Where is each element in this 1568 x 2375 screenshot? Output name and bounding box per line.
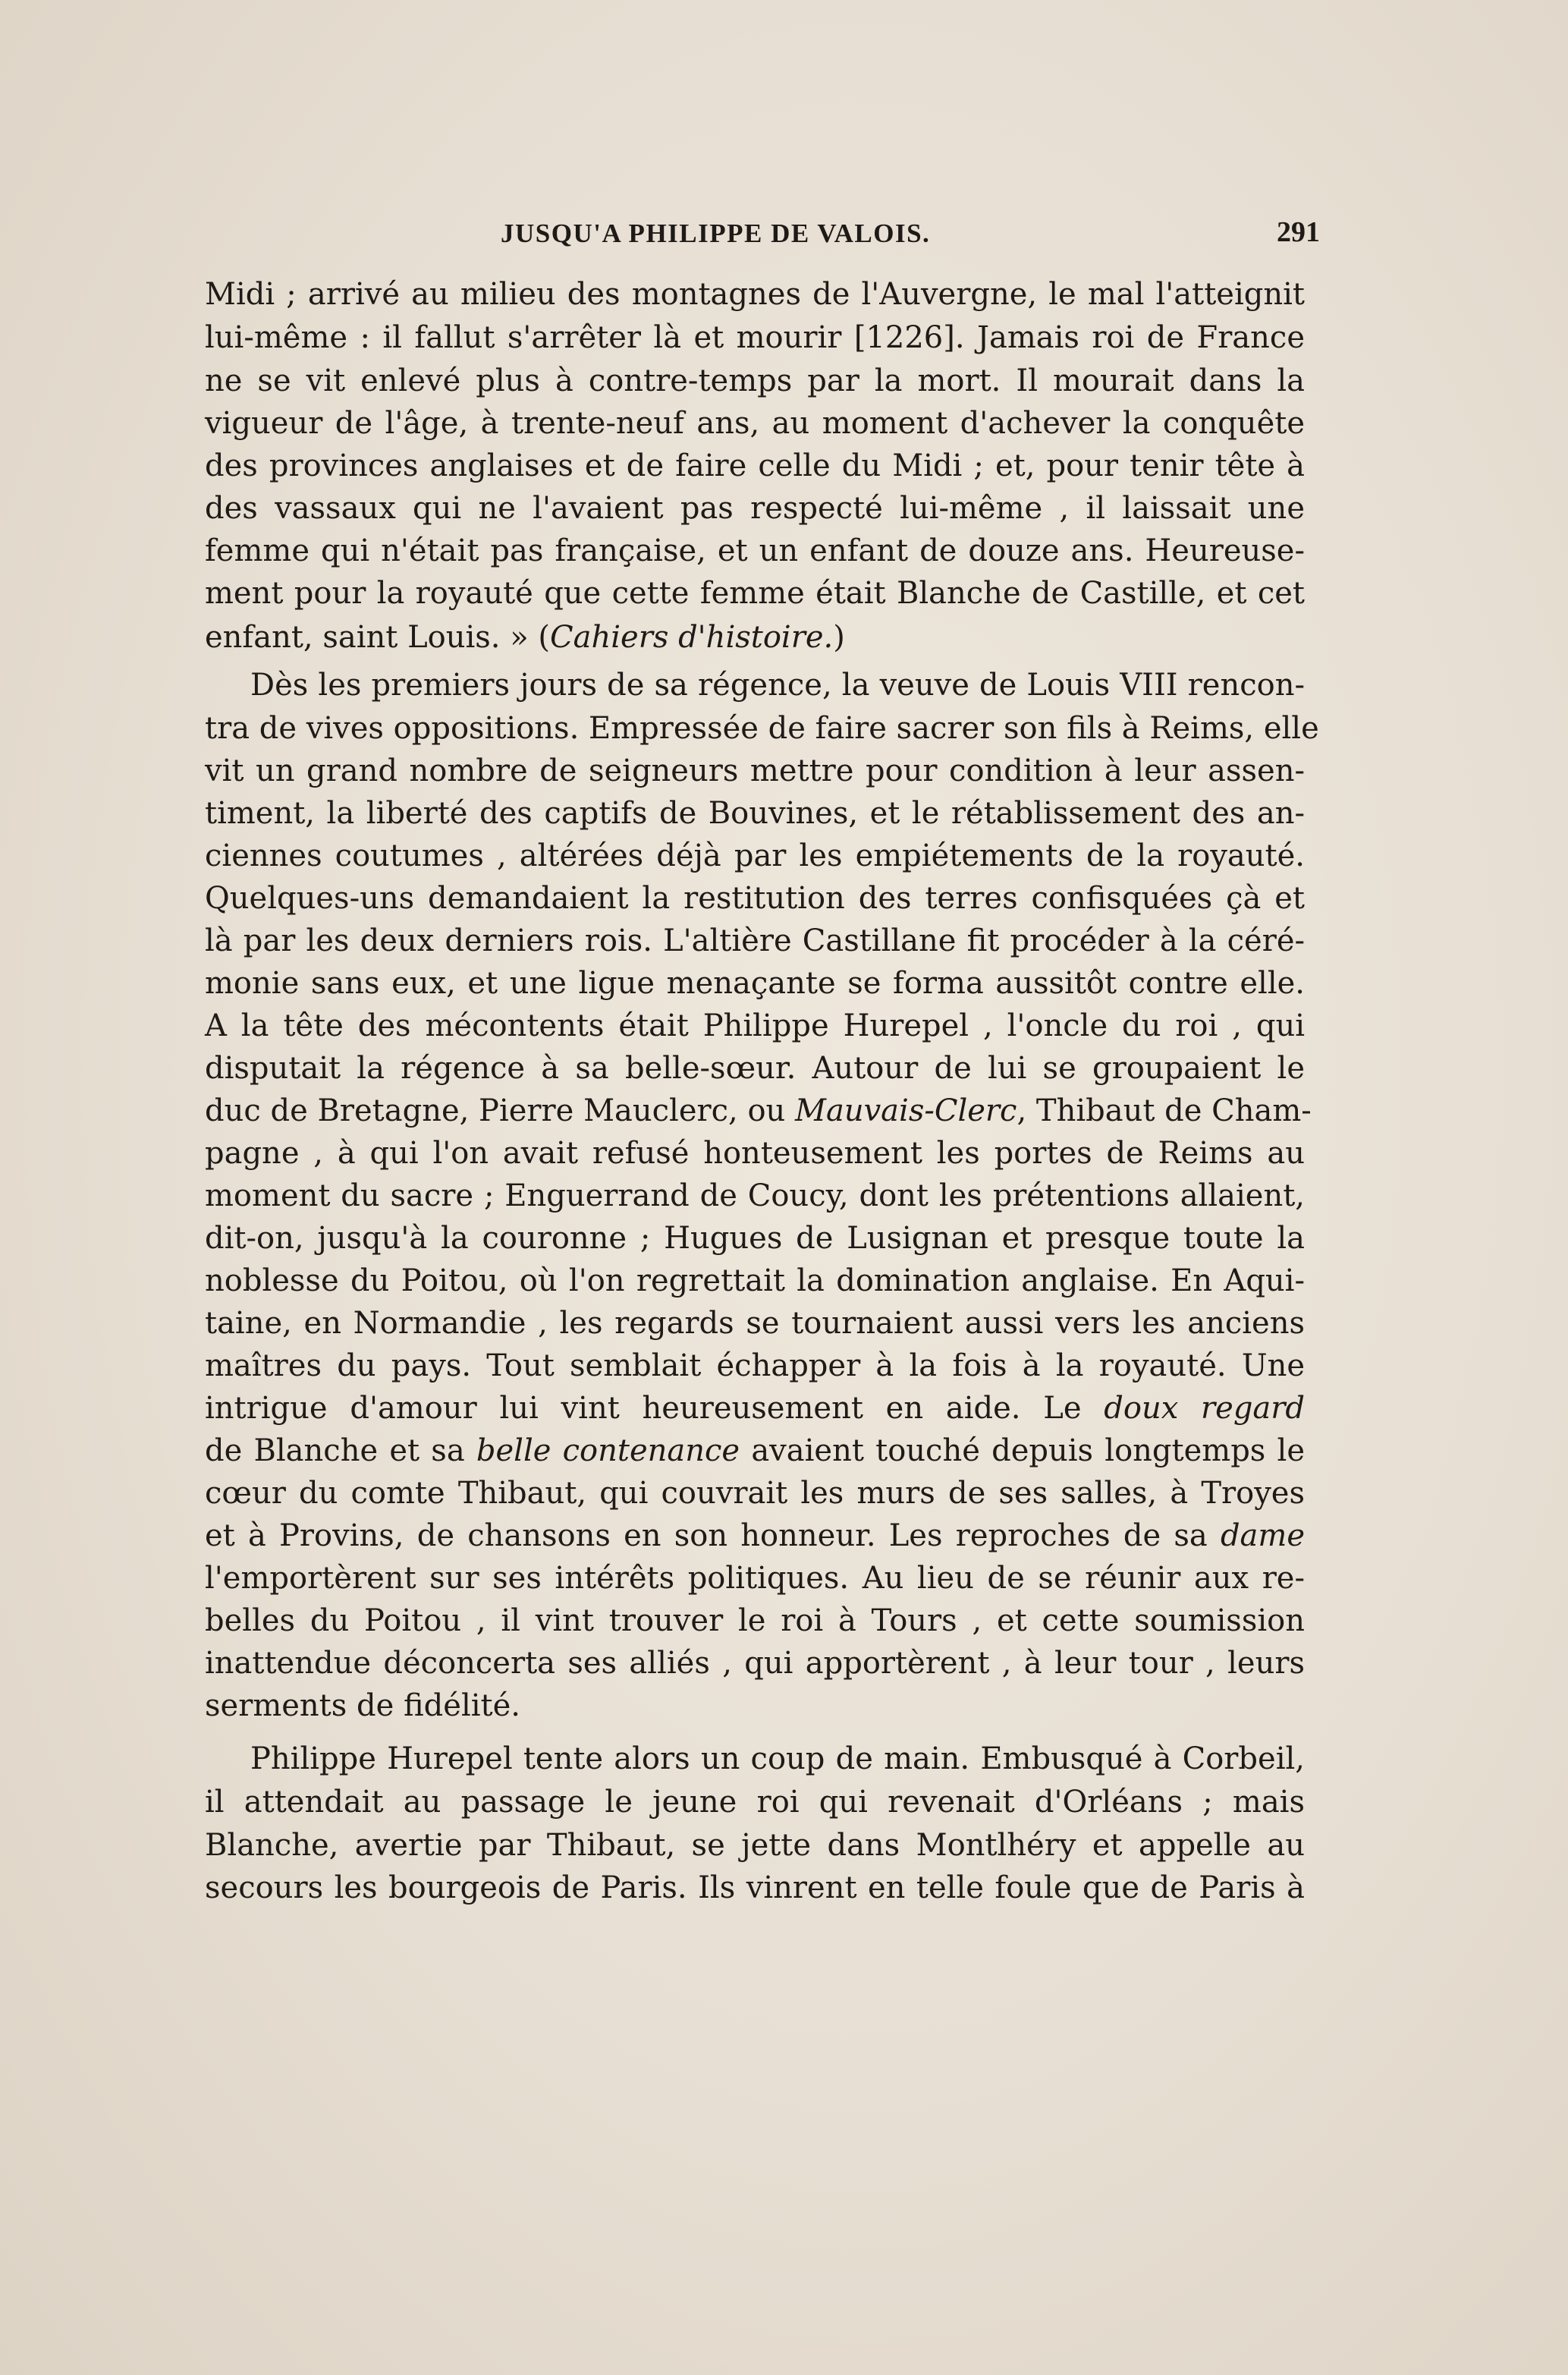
text-segment: Dès les premiers jours de sa régence, la veuve de Louis VIII rencon- [250,668,1305,703]
text-line [205,487,1305,530]
text-line [205,1824,1305,1867]
text-segment: belles du Poitou , il vint trouver le roi à Tours , et cette soumission [205,1603,1305,1638]
text-segment: noblesse du Poitou, où l'on regrettait la domination anglaise. En Aqui- [205,1263,1305,1298]
text-segment: lui-même : il fallut s'arrêter là et mourir [1226]. Jamais roi de France [205,320,1305,355]
text-line [205,1781,1305,1823]
text-line [205,1217,1305,1260]
text-line [205,962,1305,1005]
text-line [205,572,1305,615]
text-line [205,1005,1305,1047]
text-segment: ciennes coutumes , altérées déjà par les empiétements de la royauté. [205,838,1305,873]
text-segment: Blanche, avertie par Thibaut, se jette dans Montlhéry et appelle au [205,1828,1305,1863]
text-line [205,1090,1312,1132]
text-line [205,445,1305,487]
text-segment: A la tête des mécontents était Philippe Hurepel , l'oncle du roi , qui [205,1008,1305,1043]
page-number: 291 [1277,216,1320,248]
italic-text: belle contenance [476,1433,740,1468]
text-segment: tra de vives oppositions. Empressée de faire sacrer son fils à Reims, elle [205,711,1319,746]
text-line [205,1515,1305,1557]
text-line [205,707,1319,750]
text-segment: femme qui n'était pas française, et un enfant de douze ans. Heureuse- [205,533,1305,568]
text-segment: des vassaux qui ne l'avaient pas respecté lui-même , il laissait une [205,491,1305,526]
text-segment: avaient touché depuis longtemps le [740,1433,1306,1468]
text-segment: moment du sacre ; Enguerrand de Coucy, dont les prétentions allaient, [205,1178,1305,1213]
text-segment: et à Provins, de chansons en son honneur. Les reproches de sa [205,1518,1221,1553]
text-line [250,664,1305,706]
text-segment: secours les bourgeois de Paris. Ils vinrent en telle foule que de Paris à [205,1870,1305,1905]
text-line [205,1600,1305,1642]
text-segment: vigueur de l'âge, à trente-neuf ans, au moment d'achever la conquête [205,406,1305,441]
text-line [205,1047,1305,1090]
text-line [250,1738,1305,1780]
text-line [205,1387,1305,1430]
text-line [205,530,1305,572]
italic-text: Cahiers d'histoire. [550,620,834,655]
text-segment: pagne , à qui l'on avait refusé honteusement les portes de Reims au [205,1136,1305,1171]
text-line [205,835,1305,877]
text-line [205,792,1305,835]
text-segment: là par les deux derniers rois. L'altière Castillane fit procéder à la céré- [205,923,1305,958]
text-segment: de Blanche et sa [205,1433,476,1468]
italic-text: dame [1220,1518,1305,1553]
text-segment: ) [833,620,845,655]
text-segment: taine, en Normandie , les regards se tournaient aussi vers les anciens [205,1306,1305,1341]
text-line [205,1175,1305,1217]
text-line [205,402,1305,445]
body-text [205,273,1319,1912]
italic-text: Mauvais-Clerc [795,1093,1017,1128]
text-line [205,273,1305,316]
text-segment: Midi ; arrivé au milieu des montagnes de l'Auvergne, le mal l'atteignit [205,277,1305,312]
text-line [205,1430,1305,1472]
text-line [205,877,1305,920]
text-segment: serments de fidélité. [205,1688,520,1723]
running-head: JUSQU'A PHILIPPE DE VALOIS. [501,219,931,248]
text-segment: monie sans eux, et une ligue menaçante se forma aussitôt contre elle. [205,966,1305,1001]
text-line [205,1260,1305,1302]
text-line [205,1472,1305,1515]
text-line [205,1132,1305,1175]
text-segment: Quelques-uns demandaient la restitution des terres confisquées çà et [205,881,1305,916]
text-segment: vit un grand nombre de seigneurs mettre pour condition à leur assen- [205,753,1305,788]
text-line [205,1302,1305,1345]
text-segment: enfant, saint Louis. » ( [205,620,551,655]
text-line [205,360,1305,402]
text-segment: Philippe Hurepel tente alors un coup de main. Embusqué à Corbeil, [250,1741,1305,1776]
text-segment: disputait la régence à sa belle-sœur. Autour de lui se groupaient le [205,1051,1305,1086]
text-segment: l'emportèrent sur ses intérêts politiques. Au lieu de se réunir aux re- [205,1561,1305,1596]
text-segment: il attendait au passage le jeune roi qui revenait d'Orléans ; mais [205,1785,1305,1820]
text-line [205,316,1305,359]
text-segment: ment pour la royauté que cette femme était Blanche de Castille, et cet [205,576,1305,611]
text-segment: intrigue d'amour lui vint heureusement en aide. Le [205,1391,1105,1426]
text-segment: des provinces anglaises et de faire celle du Midi ; et, pour tenir tête à [205,448,1305,483]
text-line [205,1642,1305,1685]
text-segment: , Thibaut de Cham- [1017,1093,1312,1128]
italic-text: doux regard [1104,1391,1306,1426]
text-segment: timent, la liberté des captifs de Bouvines, et le rétablissement des an- [205,796,1305,831]
text-segment: cœur du comte Thibaut, qui couvrait les murs de ses salles, à Troyes [205,1476,1305,1511]
text-segment: dit-on, jusqu'à la couronne ; Hugues de Lusignan et presque toute la [205,1221,1305,1256]
text-line [205,920,1305,962]
text-line [205,1345,1305,1387]
text-line [205,1867,1305,1909]
text-segment: inattendue déconcerta ses alliés , qui apportèrent , à leur tour , leurs [205,1646,1305,1681]
text-line [205,750,1305,792]
page-header [205,211,1320,256]
text-line [205,1685,1305,1727]
text-line [205,1557,1305,1600]
text-segment: duc de Bretagne, Pierre Mauclerc, ou [205,1093,796,1128]
text-segment: ne se vit enlevé plus à contre-temps par la mort. Il mourait dans la [205,363,1305,398]
text-segment: maîtres du pays. Tout semblait échapper à la fois à la royauté. Une [205,1348,1305,1383]
text-line [205,616,1305,659]
